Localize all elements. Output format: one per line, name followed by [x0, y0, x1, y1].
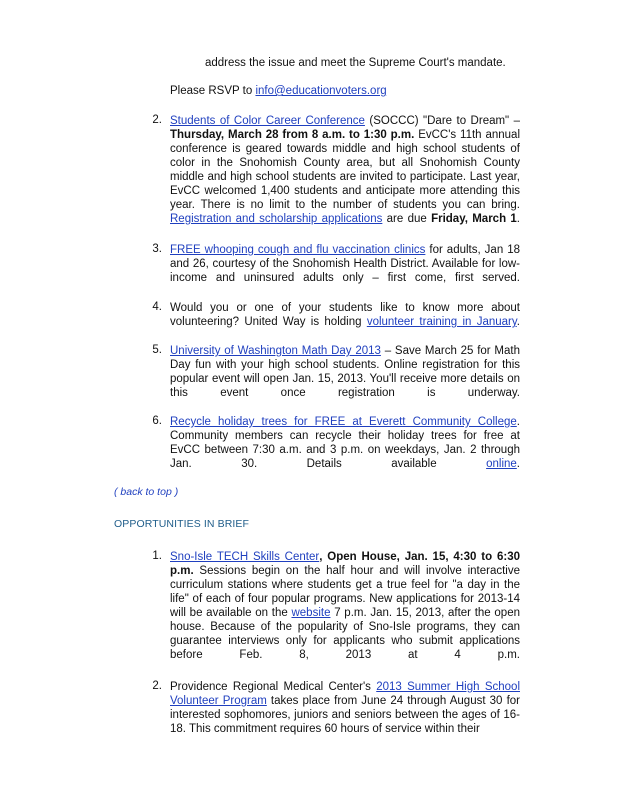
rsvp-email-link[interactable]: info@educationvoters.org [255, 85, 387, 97]
list-item-number: 1. [152, 550, 162, 562]
list-item-recycle-trees: Recycle holiday trees for FREE at Everett Community College. Community members can recycle their holiday trees for free at EvCC between 7:30 a.m. and 3 p.m. on weekdays, Jan. 2 through Jan. 30. Details available online. [170, 416, 520, 470]
list-item-providence: Providence Regional Medical Center's 2013 Summer High School Volunteer Program takes place from June 24 through August 30 for interested sophomores, juniors and seniors between the ages of 16-18. This commitment requires 60 hours of service within their [170, 681, 520, 735]
intro-line: address the issue and meet the Supreme Court's mandate. [205, 57, 506, 69]
back-to-top-link[interactable]: ( back to top ) [114, 486, 179, 498]
list-item-soccc: Students of Color Career Conference (SOCCC) "Dare to Dream" – Thursday, March 28 from 8 a.m. to 1:30 p.m. EvCC's 11th annual conference is geared towards middle and high school students of color in the Snohomish County area, but all Snohomish County middle and high school students are invited to participate. Last year, EvCC welcomed 1,400 students and anticipate more attending this year. There is no limit to the number of students you can bring. Registration and scholarship applications are due Friday, March 1. [170, 115, 520, 225]
list-item-number: 2. [152, 680, 162, 692]
list-item-number: 3. [152, 243, 162, 255]
sno-isle-website-link[interactable]: website [291, 607, 331, 619]
online-details-link[interactable]: online [486, 458, 517, 470]
list-item-vaccination: FREE whooping cough and flu vaccination clinics for adults, Jan 18 and 26, courtesy of the Snohomish Health District. Available for low-income and uninsured adults only – first come, first served. [170, 244, 521, 284]
section-heading: OPPORTUNITIES IN BRIEF [114, 518, 250, 530]
soccc-link[interactable]: Students of Color Career Conference [170, 115, 365, 127]
recycle-trees-link[interactable]: Recycle holiday trees for FREE at Everett Community College [170, 416, 517, 428]
volunteer-program-link[interactable]: 2013 Summer High School Volunteer Program [170, 681, 520, 707]
list-item-number: 5. [152, 344, 162, 356]
list-item-volunteering: Would you or one of your students like to know more about volunteering? United Way is holding volunteer training in January. [170, 302, 520, 328]
vaccination-clinics-link[interactable]: FREE whooping cough and flu vaccination clinics [170, 244, 426, 256]
list-item-number: 6. [152, 415, 162, 427]
list-item-number: 4. [152, 301, 162, 313]
sno-isle-link[interactable]: Sno-Isle TECH Skills Center [170, 551, 320, 563]
rsvp-line: Please RSVP to info@educationvoters.org [170, 85, 387, 97]
volunteer-training-link[interactable]: volunteer training in January [366, 316, 517, 328]
list-item-number: 2. [152, 114, 162, 126]
math-day-link[interactable]: University of Washington Math Day 2013 [170, 345, 381, 357]
list-item-math-day: University of Washington Math Day 2013 – Save March 25 for Math Day fun with your high school students. Online registration for this popular event will open Jan. 15, 2013. You'll receive more details on this event once registration is underway. [170, 345, 520, 399]
list-item-sno-isle: Sno-Isle TECH Skills Center, Open House, Jan. 15, 4:30 to 6:30 p.m. Sessions begin on the half hour and will involve interactive curriculum stations where students get a true feel for "a day in the life" of each of four popular programs. New applications for 2013-14 will be available on the website 7 p.m. Jan. 15, 2013, after the open house. Because of the popularity of Sno-Isle programs, they can guarantee interviews only for applicants who submit applications before Feb. 8, 2013 at 4 p.m. [170, 551, 520, 661]
registration-link[interactable]: Registration and scholarship applications [170, 213, 383, 225]
